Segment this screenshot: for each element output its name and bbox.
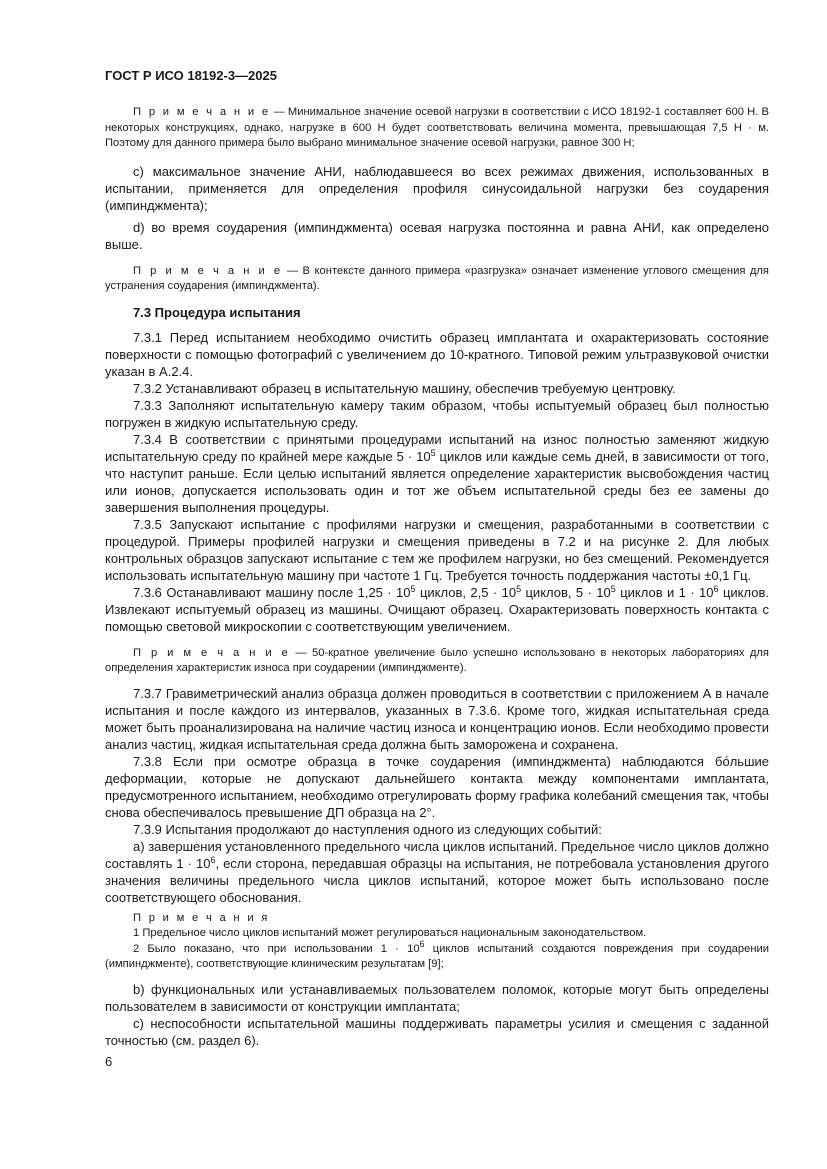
list-item-d: d) во время соударения (импинджмента) осевая нагрузка постоянна и равна АНИ, как определено выше.	[105, 219, 769, 252]
paragraph-7-3-5: 7.3.5 Запускают испытание с профилями нагрузки и смещения, разработанными в соответствии с процедурой. Примеры профилей нагрузки и смещения приведены в 7.2 и на рисунке 2. Для любых контрольных образцов запускают испытание с тем же профилем нагрузки, но без смещений. Рекомендуется использовать испытательную машину при частоте 1 Гц. Требуется точность поддержания частоты ±0,1 Гц.	[105, 516, 769, 583]
note-label: П р и м е ч а н и е	[133, 646, 291, 659]
note-text: — Минимальное значение осевой нагрузки в соответствии с ИСО 18192-1 составляет 600 Н. В некоторых конструкциях, однако, нагрузке в 600 Н будет соответствовать величина момента, превышающая 7,5 Н · м. Поэтому для данного примера было выбрано минимальное значение осевой нагрузки, равное 300 Н;	[105, 106, 769, 149]
page-number: 6	[105, 1054, 113, 1069]
list-item-c: c) максимальное значение АНИ, наблюдавшееся во всех режимах движения, использованных в испытании, применяется для определения профиля синусоидальной нагрузки без соударения (импинджмента);	[105, 163, 769, 213]
note-magnification	[105, 646, 769, 677]
notes-label: П р и м е ч а н и я	[133, 911, 270, 924]
paragraph-7-3-2: 7.3.2 Устанавливают образец в испытательную машину, обеспечив требуемую центровку.	[133, 380, 676, 396]
paragraph-7-3-9-a: a) завершения установленного предельного числа циклов испытаний. Предельное число циклов должно составлять $1 \cdot 10^6$, если сторона, передавшая образцы на испытания, не потребовала установления другого значения величины предельного числа циклов испытаний, которое может быть использовано после соответствующего обоснования.	[105, 838, 769, 905]
document-page	[105, 68, 769, 1049]
note-item-1: 1 Предельное число циклов испытаний может регулироваться национальным законодательством.	[133, 927, 647, 939]
paragraph-7-3-8: 7.3.8 Если при осмотре образца в точке соударения (импинджмента) наблюдаются бо́льшие деформации, которые не допускают дальнейшего контакта между компонентами имплантата, предусмотренного испытанием, необходимо отрегулировать форму графика колебаний смещения так, чтобы снова обеспечивалось превышение ДП образца на 2°.	[105, 753, 769, 820]
note-axial-load	[105, 105, 769, 152]
note-text: — В контексте данного примера «разгрузка» означает изменение углового смещения для устранения соударения (импинджмента).	[105, 264, 769, 292]
paragraph-7-3-9: 7.3.9 Испытания продолжают до наступления одного из следующих событий:	[133, 821, 602, 837]
note-item-2: 2 Было показано, что при использовании $1 \cdot 10^6$ циклов испытаний создаются повреждения при соударении (импинджменте), соответствующие клиническим результатам [9];	[105, 938, 769, 970]
paragraph-7-3-9-b: b) функциональных или устанавливаемых пользователем поломок, которые могут быть определены пользователем в зависимости от конструкции имплантата;	[105, 981, 769, 1014]
note-label: П р и м е ч а н и е	[133, 264, 283, 277]
paragraph-7-3-4: 7.3.4 В соответствии с принятыми процедурами испытаний на износ полностью заменяют жидкую испытательную среду по крайней мере каждые $5 \cdot 10^5$ циклов или каждые семь дней, в зависимости от того, что наступит раньше. Если целью испытаний является определение характеристик высвобождения частиц или ионов, допускается использовать один и тот же объем испытательной среды без ее замены до завершения выполнения процедуры.	[105, 431, 769, 515]
note-label: П р и м е ч а н и е	[133, 106, 271, 118]
paragraph-7-3-9-c: c) неспособности испытательной машины поддерживать параметры усилия и смещения с заданной точностью (см. раздел 6).	[105, 1015, 769, 1048]
paragraph-7-3-6: 7.3.6 Останавливают машину после $1,25 \cdot 10^5$ циклов, $2,5 \cdot 10^5$ циклов, $5 \cdot 10^5$ циклов и $1 \cdot 10^6$ циклов. Извлекают испытуемый образец из машины. Очищают образец. Охарактеризовать поверхность контакта с помощью световой микроскопии с соответствующим увеличением.	[105, 583, 769, 634]
paragraph-7-3-1: 7.3.1 Перед испытанием необходимо очистить образец имплантата и охарактеризовать состояние поверхности с помощью фотографий с увеличением до 10-кратного. Типовой режим ультразвуковой очистки указан в А.2.4.	[105, 329, 769, 379]
note-text: — 50-кратное увеличение было успешно использовано в некоторых лабораториях для определения характеристик износа при соударении (импинджменте).	[105, 646, 769, 674]
paragraph-7-3-7: 7.3.7 Гравиметрический анализ образца должен проводиться в соответствии с приложением А в начале испытания и после каждого из интервалов, указанных в 7.3.6. Кроме того, жидкая испытательная среда может быть проанализирована на наличие частиц износа и концентрацию ионов. Если необходимо провести анализ частиц, жидкая испытательная среда должна быть заморожена и сохранена.	[105, 685, 769, 752]
section-heading: 7.3 Процедура испытания	[133, 304, 301, 320]
paragraph-7-3-3: 7.3.3 Заполняют испытательную камеру таким образом, чтобы испытуемый образец был полностью погружен в жидкую испытательную среду.	[105, 397, 769, 430]
note-unloading	[105, 264, 769, 295]
document-header: ГОСТ Р ИСО 18192-3—2025	[105, 68, 277, 83]
